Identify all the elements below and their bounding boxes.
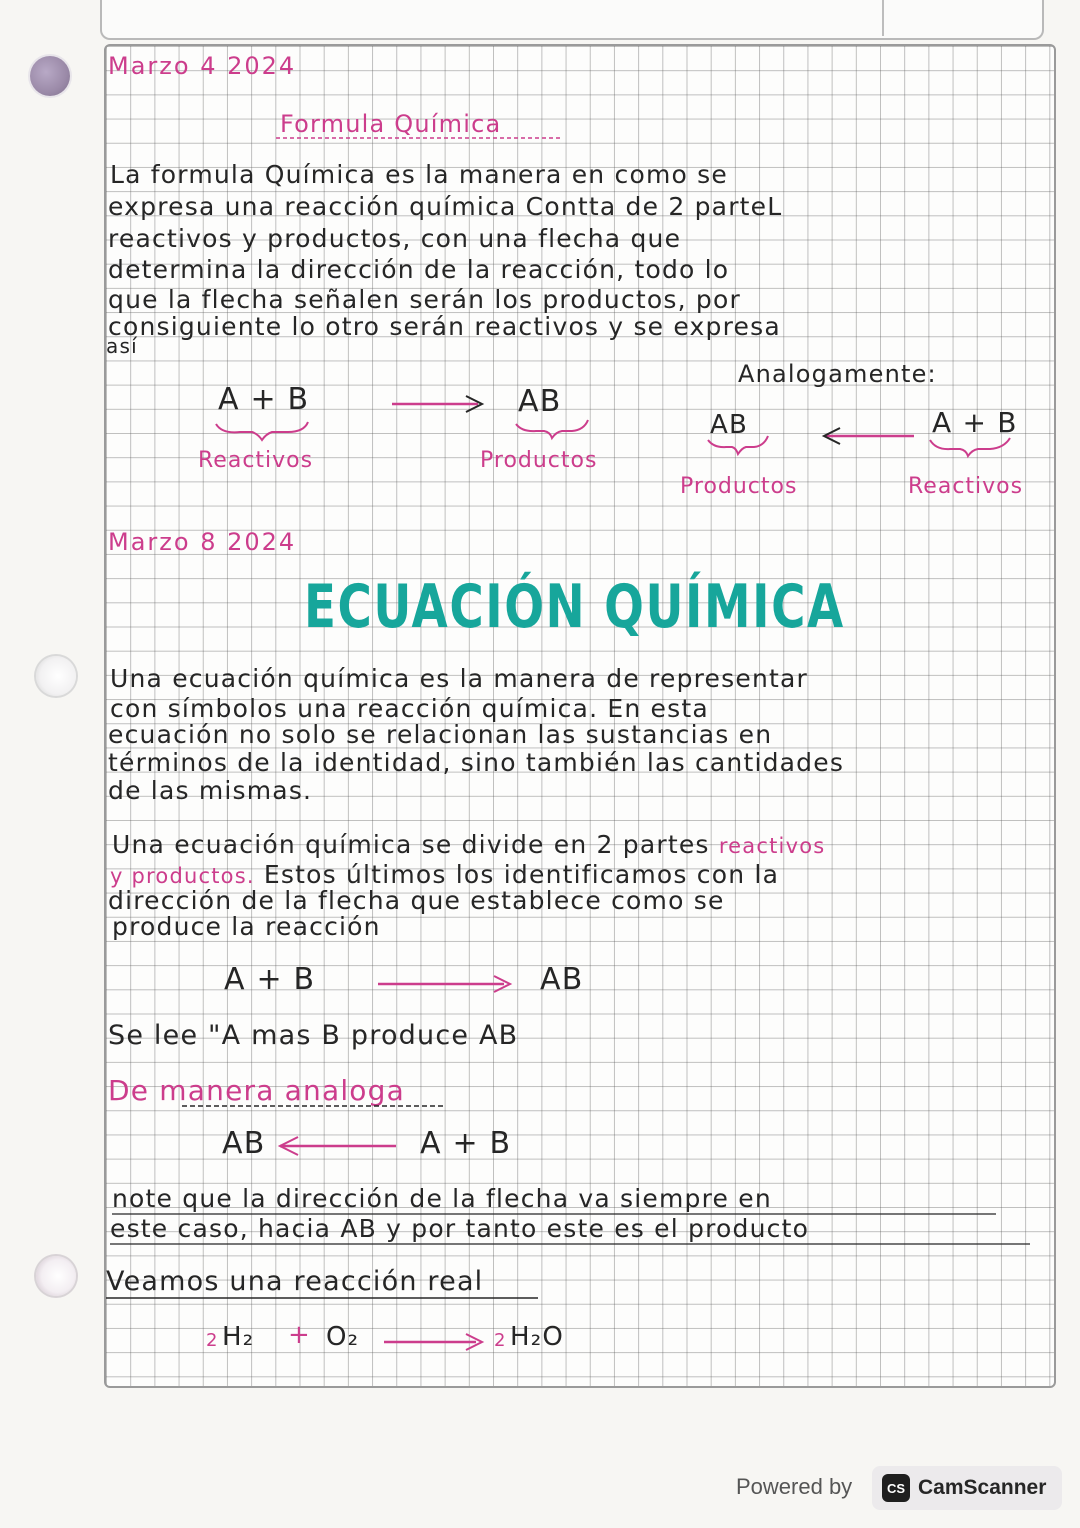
section1-title: Formula Química: [280, 110, 502, 138]
para2-keyword-productos: y productos.: [110, 864, 255, 888]
para2-line2-text: Estos últimos los identificamos con la: [263, 860, 780, 889]
section2-date: Marzo 8 2024: [108, 528, 297, 556]
para2-keyword-reactivos: reactivos: [718, 834, 826, 858]
arrow-left-icon: [824, 428, 914, 444]
eq2-reactants: A + B: [420, 1126, 512, 1161]
paragraph-line: produce la reacción: [112, 912, 381, 941]
reads-as-line: Se lee "A mas B produce AB: [108, 1020, 519, 1051]
analog-heading: De manera analoga: [108, 1074, 405, 1107]
real-eq-arrow-icon: [384, 1334, 482, 1350]
diagram-label-productos-2: Productos: [680, 474, 798, 499]
paragraph-line: determina la dirección de la reacción, todo lo: [108, 255, 730, 284]
paragraph-line: este caso, hacia AB y por tanto este es el producto: [110, 1214, 810, 1243]
plus-sign: +: [288, 1320, 311, 1350]
section2-title: ECUACIÓN QUÍMICA: [304, 572, 845, 642]
camscanner-logo-icon: CS: [882, 1474, 910, 1502]
paragraph-line: términos de la identidad, sino también las cantidades: [108, 748, 845, 777]
paragraph-line: con símbolos una reacción química. En esta: [110, 694, 709, 723]
paragraph-line: de las mismas.: [108, 776, 313, 805]
diagram-right-reactants: A + B: [932, 406, 1018, 439]
paragraph-line: así: [106, 334, 138, 358]
paragraph-line: que la flecha señalen serán los productos, por: [108, 285, 741, 314]
camscanner-brand: CamScanner: [918, 1476, 1047, 1499]
diagram-label-reactivos: Reactivos: [198, 448, 314, 473]
paragraph-line: note que la dirección de la flecha va siempre en: [112, 1184, 772, 1213]
diagram-left-product: AB: [518, 384, 562, 419]
diagram-analog-heading: Analogamente:: [738, 360, 937, 388]
brace-reactivos: [216, 422, 308, 440]
oxygen-molecule: O₂: [326, 1322, 360, 1352]
eq1-arrow-icon: [378, 976, 510, 992]
eq2-product: AB: [222, 1126, 266, 1161]
diagram-label-productos: Productos: [480, 448, 598, 473]
real-reaction-heading: Veamos una reacción real: [106, 1266, 484, 1297]
eq2-arrow-icon: [280, 1137, 396, 1155]
arrow-right-icon: [392, 396, 482, 412]
paragraph-line: La formula Química es la manera en como se: [110, 160, 728, 189]
paragraph-line: reactivos y productos, con una flecha que: [108, 224, 682, 253]
paragraph-line: ecuación no solo se relacionan las sustancias en: [108, 720, 773, 749]
coefficient-h2o: 2: [494, 1330, 507, 1351]
coefficient-h2: 2: [206, 1330, 219, 1351]
eq1-reactants: A + B: [224, 962, 316, 997]
diagram-label-reactivos-2: Reactivos: [908, 474, 1024, 499]
para2-line1-text: Una ecuación química se divide en 2 partes: [112, 830, 710, 859]
water-molecule: H₂O: [510, 1322, 565, 1352]
hydrogen-molecule: H₂: [222, 1322, 255, 1352]
paragraph-line: Una ecuación química es la manera de representar: [110, 664, 808, 693]
section1-date: Marzo 4 2024: [108, 52, 297, 80]
powered-by-text: Powered by: [736, 1474, 853, 1499]
eq1-product: AB: [540, 962, 584, 997]
camscanner-badge: [872, 1466, 1062, 1510]
brace-reactivos-2: [930, 438, 1010, 456]
diagram-right-product: AB: [710, 410, 749, 440]
brace-productos: [516, 420, 588, 438]
diagram-left-reactants: A + B: [218, 382, 310, 417]
paragraph-line: consiguiente lo otro serán reactivos y se expresa: [108, 312, 781, 341]
paragraph-line: expresa una reacción química Contta de 2 parteL: [108, 192, 783, 221]
brace-productos-2: [708, 436, 768, 454]
paragraph-line: dirección de la flecha que establece como se: [108, 886, 725, 915]
